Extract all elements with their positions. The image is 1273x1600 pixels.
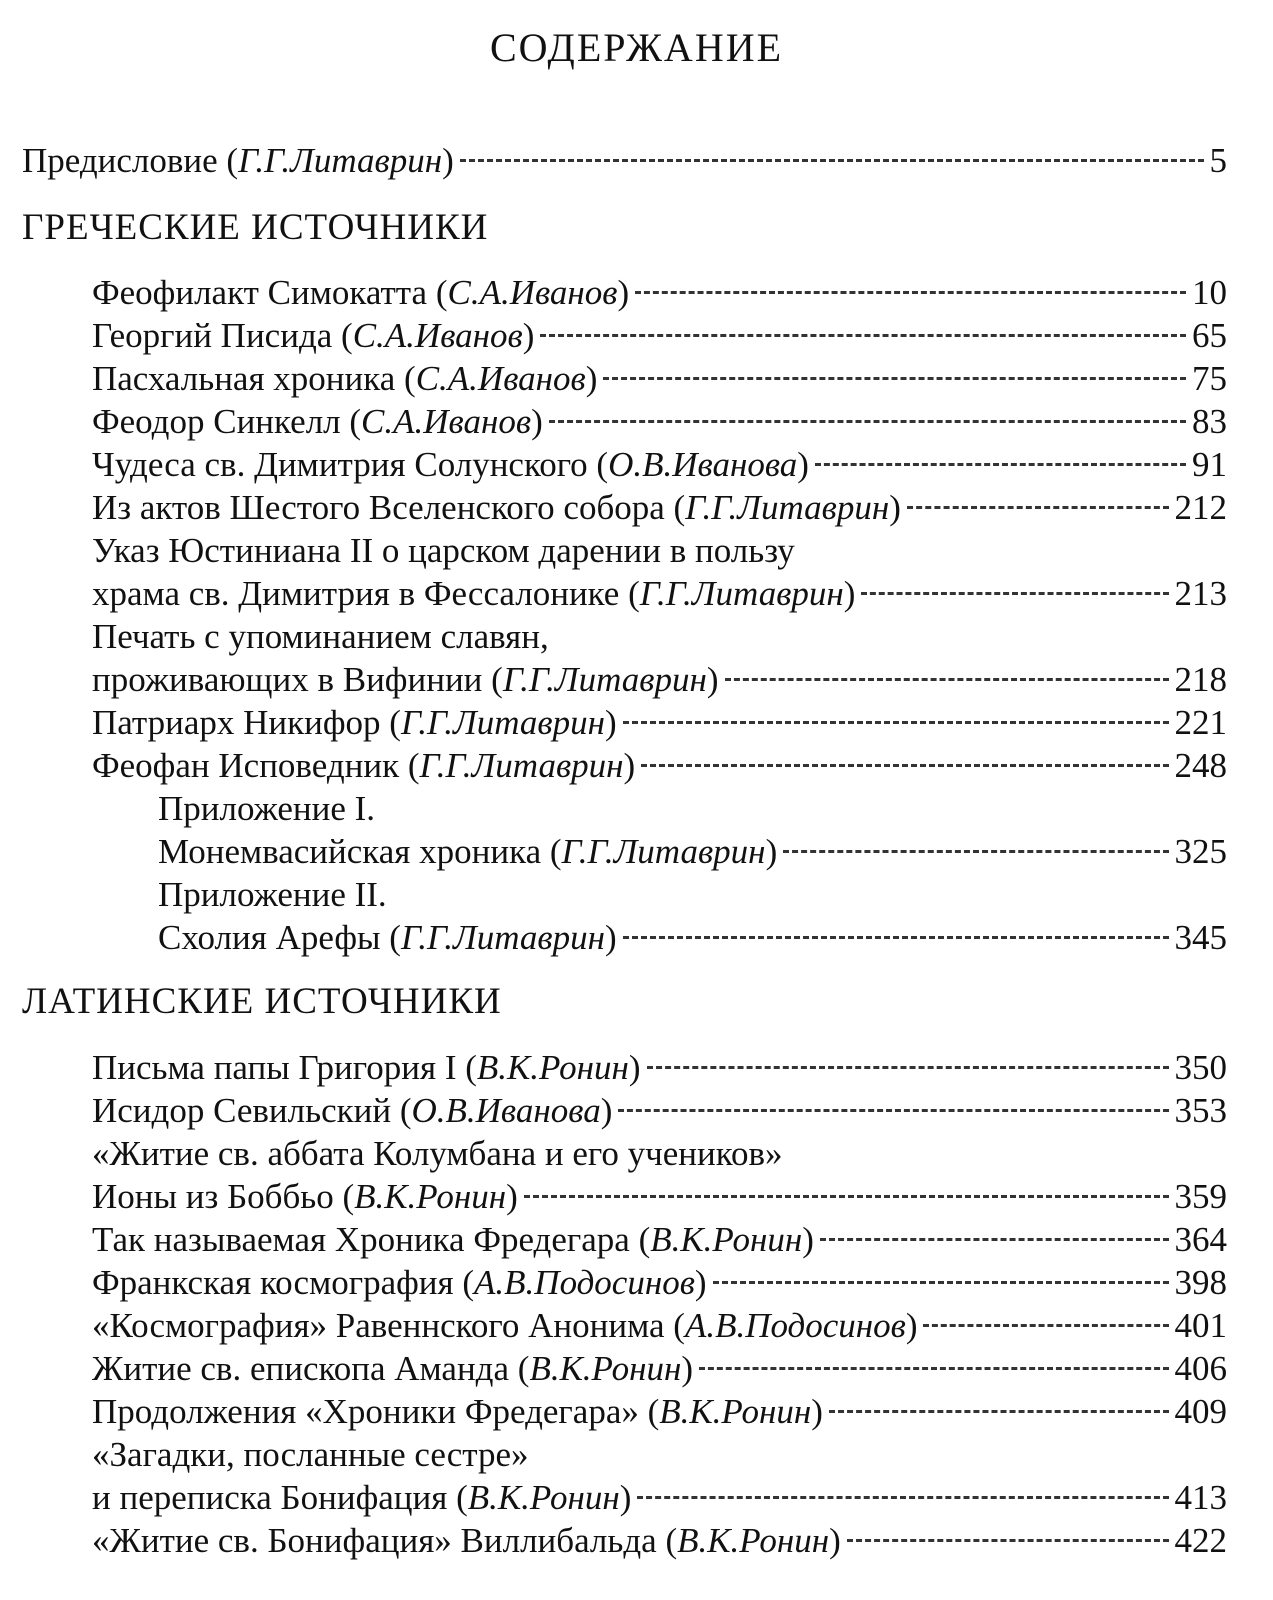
- dot-leader: [524, 1195, 1169, 1198]
- entry-first-line: Указ Юстиниана II о царском дарении в пользу: [92, 531, 795, 570]
- dot-leader: [907, 506, 1169, 509]
- entry-title: Феофан Исповедник (: [92, 746, 420, 785]
- entry-page: 248: [1174, 746, 1227, 785]
- entry-author: Г.Г.Литаврин: [502, 660, 707, 699]
- entry-author: В.К.Ронин: [476, 1048, 629, 1087]
- entry-title: Житие св. епископа Аманда (: [92, 1349, 530, 1388]
- entry-title: Георгий Писида (: [92, 316, 353, 355]
- entry-close: ): [619, 1478, 632, 1517]
- entry-close: ): [442, 141, 454, 180]
- entry-close: ): [811, 1392, 823, 1431]
- entry-title: проживающих в Вифинии (: [92, 660, 503, 699]
- entry-close: ): [604, 918, 617, 957]
- entry-author: В.К.Ронин: [529, 1349, 682, 1388]
- entry-close: ): [623, 746, 636, 785]
- entry-close: ): [585, 359, 598, 398]
- dot-leader: [847, 1539, 1169, 1542]
- entry-close: ): [829, 1521, 841, 1560]
- entry-page: 364: [1174, 1220, 1227, 1259]
- dot-leader: [549, 420, 1186, 423]
- entry-title: Феофилакт Симокатта (: [92, 273, 448, 312]
- toc-entry: [92, 745, 1227, 787]
- toc-entry: [92, 272, 1227, 314]
- dot-leader: [623, 721, 1169, 724]
- entry-author: О.В.Иванова: [411, 1091, 601, 1130]
- entry-title: Исидор Севильский (: [92, 1091, 412, 1130]
- entry-author: Г.Г.Литаврин: [238, 141, 443, 180]
- entry-first-line: Приложение I.: [158, 789, 376, 828]
- entry-page: 398: [1174, 1263, 1227, 1302]
- entry-title: и переписка Бонифация (: [92, 1478, 468, 1517]
- entry-author: О.В.Иванова: [608, 445, 798, 484]
- toc-entry: [92, 1262, 1227, 1304]
- toc-entry: [92, 659, 1227, 701]
- entry-author: С.А.Иванов: [361, 402, 532, 441]
- dot-leader: [460, 159, 1204, 162]
- entry-title: Письма папы Григория I (: [92, 1048, 477, 1087]
- entry-title: храма св. Димитрия в Фессалонике (: [92, 574, 640, 613]
- entry-title: Из актов Шестого Вселенского собора (: [92, 488, 686, 527]
- toc-entry: [92, 1047, 1227, 1089]
- entry-close: ): [889, 488, 901, 527]
- entry-first-line: «Загадки, посланные сестре»: [92, 1435, 529, 1474]
- entry-title: Монемвасийская хроника (: [158, 832, 562, 871]
- entry-page: 359: [1174, 1177, 1227, 1216]
- dot-leader: [725, 678, 1169, 681]
- toc-entry: [158, 917, 1227, 959]
- entry-title: Предисловие (: [22, 141, 239, 180]
- entry-title: Феодор Синкелл (: [92, 402, 362, 441]
- entry-page: 413: [1174, 1478, 1227, 1517]
- entry-author: Г.Г.Литаврин: [561, 832, 766, 871]
- entry-close: ): [905, 1306, 918, 1345]
- entry-page: 5: [1209, 141, 1227, 180]
- entry-title: «Житие св. Бонифация» Виллибальда (: [92, 1521, 678, 1560]
- dot-leader: [635, 291, 1186, 294]
- toc-entry: [92, 1305, 1227, 1347]
- entry-page: 406: [1174, 1349, 1227, 1388]
- entry-close: ): [681, 1349, 694, 1388]
- entry-page: 213: [1174, 574, 1227, 613]
- toc-entry: [92, 1520, 1227, 1562]
- entry-author: С.А.Иванов: [415, 359, 586, 398]
- entry-page: 212: [1174, 488, 1227, 527]
- entry-page: 401: [1174, 1306, 1227, 1345]
- entry-close: ): [802, 1220, 814, 1259]
- toc-entry: [92, 487, 1227, 529]
- toc-entry: [92, 1090, 1227, 1132]
- entry-author: В.К.Ронин: [354, 1177, 507, 1216]
- entry-close: ): [617, 273, 630, 312]
- section-heading-latin: ЛАТИНСКИЕ ИСТОЧНИКИ: [22, 981, 502, 1022]
- entry-author: А.В.Подосинов: [684, 1306, 906, 1345]
- entry-title: Пасхальная хроника (: [92, 359, 416, 398]
- dot-leader: [923, 1324, 1168, 1327]
- entry-close: ): [706, 660, 719, 699]
- entry-close: ): [522, 316, 535, 355]
- toc-entry: [92, 315, 1227, 357]
- entry-author: Г.Г.Литаврин: [400, 703, 605, 742]
- dot-leader: [647, 1066, 1169, 1069]
- entry-page: 218: [1174, 660, 1227, 699]
- entry-author: Г.Г.Литаврин: [400, 918, 605, 957]
- toc-entry: [92, 1391, 1227, 1433]
- section-heading-greek: ГРЕЧЕСКИЕ ИСТОЧНИКИ: [22, 207, 489, 248]
- entry-page: 83: [1192, 402, 1227, 441]
- entry-close: ): [843, 574, 856, 613]
- entry-author: С.А.Иванов: [447, 273, 618, 312]
- entry-author: В.К.Ронин: [677, 1521, 830, 1560]
- entry-close: ): [605, 703, 617, 742]
- dot-leader: [641, 764, 1168, 767]
- entry-page: 409: [1174, 1392, 1227, 1431]
- entry-close: ): [600, 1091, 613, 1130]
- entry-author: Г.Г.Литаврин: [419, 746, 624, 785]
- dot-leader: [699, 1367, 1168, 1370]
- dot-leader: [713, 1281, 1169, 1284]
- toc-entry: [158, 831, 1227, 873]
- entry-first-line: Приложение II.: [158, 875, 387, 914]
- dot-leader: [815, 463, 1186, 466]
- entry-author: А.В.Подосинов: [474, 1263, 695, 1302]
- toc-entry-preface: [22, 140, 1227, 182]
- dot-leader: [861, 592, 1168, 595]
- dot-leader: [618, 1109, 1168, 1112]
- entry-page: 345: [1174, 918, 1227, 957]
- dot-leader: [637, 1496, 1168, 1499]
- entry-author: С.А.Иванов: [352, 316, 523, 355]
- entry-title: Франкская космография (: [92, 1263, 475, 1302]
- entry-author: Г.Г.Литаврин: [639, 574, 844, 613]
- entry-close: ): [797, 445, 809, 484]
- entry-title: Схолия Арефы (: [158, 918, 401, 957]
- toc-entry: [92, 444, 1227, 486]
- entry-first-line: Печать с упоминанием славян,: [92, 617, 549, 656]
- entry-page: 91: [1192, 445, 1227, 484]
- entry-page: 65: [1192, 316, 1227, 355]
- toc-entry: [92, 358, 1227, 400]
- toc-entry: [92, 1219, 1227, 1261]
- entry-page: 353: [1174, 1091, 1227, 1130]
- entry-close: ): [628, 1048, 641, 1087]
- toc-entry: [92, 573, 1227, 615]
- toc-entry: [92, 702, 1227, 744]
- dot-leader: [820, 1238, 1169, 1241]
- entry-title: Чудеса св. Димитрия Солунского (: [92, 445, 609, 484]
- entry-author: В.К.Ронин: [659, 1392, 812, 1431]
- entry-first-line: «Житие св. аббата Колумбана и его учеников»: [92, 1134, 783, 1173]
- entry-title: Продолжения «Хроники Фредегара» (: [92, 1392, 660, 1431]
- entry-close: ): [506, 1177, 518, 1216]
- entry-title: Патриарх Никифор (: [92, 703, 401, 742]
- dot-leader: [623, 936, 1169, 939]
- entry-author: В.К.Ронин: [467, 1478, 620, 1517]
- entry-page: 350: [1174, 1048, 1227, 1087]
- entry-page: 10: [1192, 273, 1227, 312]
- entry-close: ): [531, 402, 543, 441]
- toc-entry: [92, 1176, 1227, 1218]
- toc-entry: [92, 1477, 1227, 1519]
- entry-author: Г.Г.Литаврин: [685, 488, 890, 527]
- dot-leader: [603, 377, 1186, 380]
- entry-title: Так называемая Хроника Фредегара (: [92, 1220, 651, 1259]
- page-title: СОДЕРЖАНИЕ: [489, 25, 784, 70]
- toc-entry: [92, 401, 1227, 443]
- dot-leader: [540, 334, 1186, 337]
- entry-title: Ионы из Боббьо (: [92, 1177, 355, 1216]
- dot-leader: [829, 1410, 1169, 1413]
- entry-close: ): [765, 832, 778, 871]
- entry-page: 221: [1174, 703, 1227, 742]
- entry-page: 422: [1174, 1521, 1227, 1560]
- entry-close: ): [694, 1263, 707, 1302]
- entry-title: «Космография» Равеннского Анонима (: [92, 1306, 685, 1345]
- toc-entry: [92, 1348, 1227, 1390]
- dot-leader: [783, 850, 1168, 853]
- entry-author: В.К.Ронин: [650, 1220, 803, 1259]
- entry-page: 75: [1192, 359, 1227, 398]
- entry-page: 325: [1174, 832, 1227, 871]
